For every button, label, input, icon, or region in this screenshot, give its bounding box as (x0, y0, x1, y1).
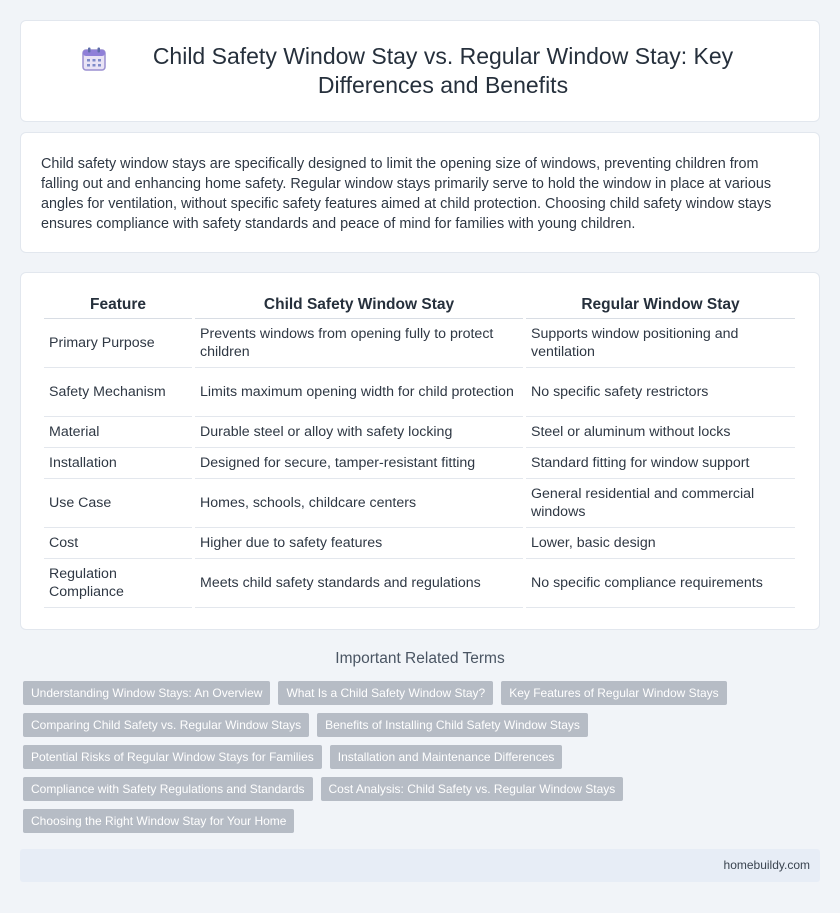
table-cell: Material (44, 417, 192, 448)
related-term-tag[interactable]: Potential Risks of Regular Window Stays for Families (23, 745, 322, 769)
table-cell: Steel or aluminum without locks (526, 417, 795, 448)
table-cell: Cost (44, 528, 192, 559)
related-term-tag[interactable]: Comparing Child Safety vs. Regular Window Stays (23, 713, 309, 737)
table-row (44, 417, 795, 448)
related-term-tag[interactable]: Compliance with Safety Regulations and Standards (23, 777, 313, 801)
table-row (44, 559, 795, 608)
related-term-tag[interactable]: Cost Analysis: Child Safety vs. Regular Window Stays (321, 777, 624, 801)
table-row (44, 448, 795, 479)
table-row (44, 319, 795, 368)
intro-text: Child safety window stays are specifically designed to limit the opening size of windows, preventing children from falling out and enhancing home safety. Regular window stays primarily serve to hold the window in place at various angles for ventilation, without specific safety features aimed at child protection. Choosing child safety window stays ensures compliance with safety standards and peace of mind for families with young children. (41, 156, 772, 232)
table-cell: Meets child safety standards and regulations (195, 559, 523, 608)
table-cell: Standard fitting for window support (526, 448, 795, 479)
header-card (20, 20, 820, 122)
table-cell: Homes, schools, childcare centers (195, 479, 523, 528)
table-header-row (44, 295, 795, 319)
footer-site-link[interactable]: homebuildy.com (723, 858, 810, 872)
table-cell: Supports window positioning and ventilation (526, 319, 795, 368)
table-cell: General residential and commercial windows (526, 479, 795, 528)
comparison-table-card (20, 272, 820, 630)
related-term-tag[interactable]: Benefits of Installing Child Safety Window Stays (317, 713, 588, 737)
table-cell: Installation (44, 448, 192, 479)
related-terms-list (23, 681, 823, 841)
table-cell: Safety Mechanism (44, 368, 192, 417)
table-cell: Durable steel or alloy with safety locking (195, 417, 523, 448)
related-term-tag[interactable]: What Is a Child Safety Window Stay? (278, 681, 493, 705)
comparison-table (41, 295, 798, 608)
table-cell: Designed for secure, tamper-resistant fitting (195, 448, 523, 479)
table-row (44, 479, 795, 528)
table-cell: No specific safety restrictors (526, 368, 795, 417)
related-term-tag[interactable]: Understanding Window Stays: An Overview (23, 681, 270, 705)
table-cell: Regulation Compliance (44, 559, 192, 608)
column-header: Child Safety Window Stay (195, 295, 523, 319)
related-term-tag[interactable]: Installation and Maintenance Differences (330, 745, 563, 769)
related-term-tag[interactable]: Choosing the Right Window Stay for Your Home (23, 809, 294, 833)
table-cell: Primary Purpose (44, 319, 192, 368)
related-term-tag[interactable]: Key Features of Regular Window Stays (501, 681, 726, 705)
calendar-icon (81, 46, 107, 72)
table-cell: Prevents windows from opening fully to protect children (195, 319, 523, 368)
table-row (44, 368, 795, 417)
column-header: Regular Window Stay (526, 295, 795, 319)
table-cell: Limits maximum opening width for child protection (195, 368, 523, 417)
table-row (44, 528, 795, 559)
page-title: Child Safety Window Stay vs. Regular Window Stay: Key Differences and Benefits (152, 43, 734, 98)
column-header: Feature (44, 295, 192, 319)
table-cell: Lower, basic design (526, 528, 795, 559)
table-cell: No specific compliance requirements (526, 559, 795, 608)
table-cell: Higher due to safety features (195, 528, 523, 559)
intro-card (20, 132, 820, 253)
related-terms-title: Important Related Terms (335, 650, 505, 667)
footer (20, 849, 820, 882)
table-cell: Use Case (44, 479, 192, 528)
